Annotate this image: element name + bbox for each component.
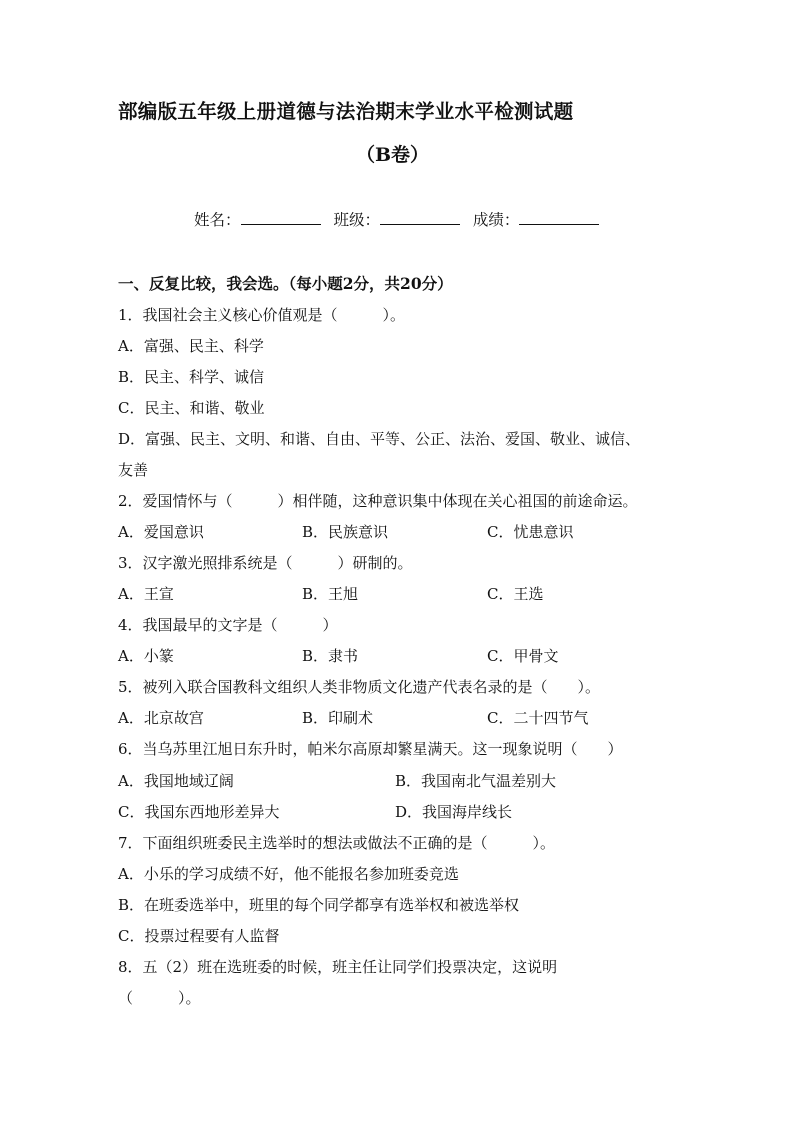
question-2-option-a: A．爱国意识 (118, 523, 204, 541)
class-blank[interactable] (380, 210, 460, 225)
question-4-option-c: C．甲骨文 (487, 647, 559, 665)
question-5-option-a: A．北京故宫 (118, 709, 204, 727)
question-1-option-d: D．富强、民主、文明、和谐、自由、平等、公正、法治、爱国、敬业、诚信、 (118, 430, 641, 448)
question-1-option-d-cont: 友善 (118, 461, 149, 479)
class-label: 班级： (333, 211, 380, 229)
question-6-option-c: C．我国东西地形差异大 (118, 803, 280, 821)
page-subtitle: （B卷） (356, 144, 430, 166)
question-3-option-a: A．王宣 (118, 585, 174, 603)
question-7-option-b: B．在班委选举中，班里的每个同学都享有选举权和被选举权 (118, 896, 520, 914)
question-6-stem: 6．当乌苏里江旭日东升时，帕米尔高原却繁星满天。这一现象说明（ ） (118, 740, 623, 758)
question-8-stem-cont: （ ）。 (118, 989, 201, 1007)
question-6-option-a: A．我国地域辽阔 (118, 772, 234, 790)
question-4-option-a: A．小篆 (118, 647, 174, 665)
question-2-option-b: B．民族意识 (302, 523, 389, 541)
question-5-option-b: B．印刷术 (302, 709, 374, 727)
question-3-option-c: C．王选 (487, 585, 544, 603)
question-1-option-a: A．富强、民主、科学 (118, 337, 264, 355)
question-8-stem: 8．五（2）班在选班委的时候，班主任让同学们投票决定，这说明 (118, 958, 558, 976)
question-7-option-a: A．小乐的学习成绩不好，他不能报名参加班委竞选 (118, 865, 459, 883)
question-4-option-b: B．隶书 (302, 647, 359, 665)
name-blank[interactable] (241, 210, 321, 225)
question-2-stem: 2．爱国情怀与（ ）相伴随，这种意识集中体现在关心祖国的前途命运。 (118, 492, 638, 510)
question-6-option-b: B．我国南北气温差别大 (395, 772, 557, 790)
question-3-stem: 3．汉字激光照排系统是（ ）研制的。 (118, 554, 413, 572)
page-title: 部编版五年级上册道德与法治期末学业水平检测试题 (118, 100, 574, 123)
question-2-option-c: C．忧患意识 (487, 523, 574, 541)
question-7-option-c: C．投票过程要有人监督 (118, 927, 280, 945)
question-1-stem: 1．我国社会主义核心价值观是（ ）。 (118, 306, 406, 324)
score-blank[interactable] (519, 210, 599, 225)
question-1-option-c: C．民主、和谐、敬业 (118, 399, 265, 417)
question-1-option-b: B．民主、科学、诚信 (118, 368, 265, 386)
question-5-stem: 5．被列入联合国教科文组织人类非物质文化遗产代表名录的是（ ）。 (118, 678, 601, 696)
question-3-option-b: B．王旭 (302, 585, 359, 603)
section-heading: 一、反复比较，我会选。（每小题2分，共20分） (118, 274, 453, 293)
question-6-option-d: D．我国海岸线长 (395, 803, 513, 821)
question-4-stem: 4．我国最早的文字是（ ） (118, 616, 338, 634)
student-info-row (194, 208, 607, 230)
name-label: 姓名： (194, 211, 241, 229)
score-label: 成绩： (472, 211, 520, 229)
question-7-stem: 7．下面组织班委民主选举时的想法或做法不正确的是（ ）。 (118, 834, 556, 852)
question-5-option-c: C．二十四节气 (487, 709, 589, 727)
